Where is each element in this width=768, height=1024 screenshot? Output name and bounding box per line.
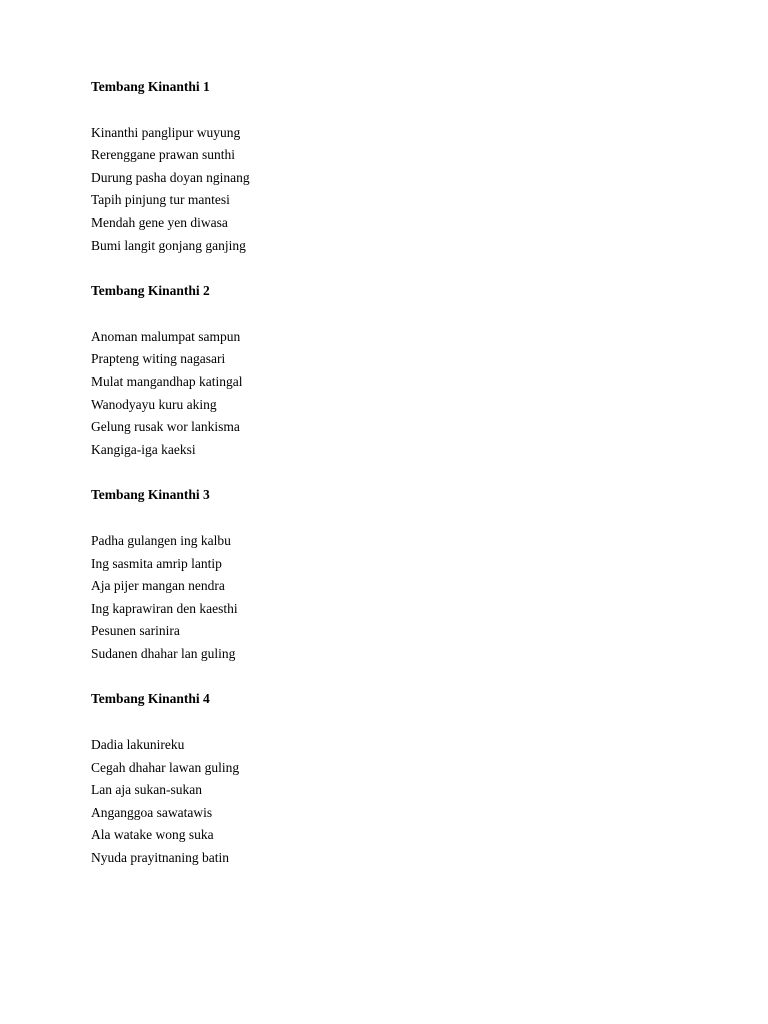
stanza-title: Tembang Kinanthi 2 (91, 283, 210, 299)
stanza-title: Tembang Kinanthi 3 (91, 487, 210, 503)
verse-line: Pesunen sarinira (91, 623, 180, 639)
verse-line: Padha gulangen ing kalbu (91, 532, 231, 548)
verse-line: Anganggoa sawatawis (91, 804, 213, 820)
stanza-title: Tembang Kinanthi 4 (91, 691, 210, 707)
verse-line: Ing kaprawiran den kaesthi (91, 600, 238, 616)
stanza-2 (91, 280, 691, 461)
verse-line: Gelung rusak wor lankisma (91, 419, 240, 435)
document-page (91, 76, 691, 893)
verse-line: Ala watake wong suka (91, 827, 214, 843)
verse-line: Wanodyayu kuru aking (91, 396, 217, 412)
verse-line: Nyuda prayitnaning batin (91, 850, 229, 866)
stanza-4 (91, 688, 691, 869)
stanza-1 (91, 76, 691, 257)
verse-line: Tapih pinjung tur mantesi (91, 192, 230, 208)
stanza-title: Tembang Kinanthi 1 (91, 79, 210, 94)
verse-line: Rerenggane prawan sunthi (91, 147, 235, 163)
verse-line: Dadia lakunireku (91, 737, 185, 753)
verse-line: Anoman malumpat sampun (91, 328, 241, 344)
verse-line: Lan aja sukan-sukan (91, 782, 202, 798)
stanza-3 (91, 484, 691, 665)
verse-line: Mulat mangandhap katingal (91, 373, 243, 389)
verse-line: Ing sasmita amrip lantip (91, 555, 222, 571)
verse-line: Sudanen dhahar lan guling (91, 645, 236, 661)
verse-line: Aja pijer mangan nendra (91, 578, 225, 594)
verse-line: Durung pasha doyan nginang (91, 169, 250, 185)
verse-line: Cegah dhahar lawan guling (91, 759, 240, 775)
verse-line: Kangiga-iga kaeksi (91, 441, 196, 457)
verse-line: Bumi langit gonjang ganjing (91, 237, 246, 253)
verse-line: Kinanthi panglipur wuyung (91, 124, 241, 140)
verse-line: Mendah gene yen diwasa (91, 214, 228, 230)
verse-line: Prapteng witing nagasari (91, 351, 226, 367)
